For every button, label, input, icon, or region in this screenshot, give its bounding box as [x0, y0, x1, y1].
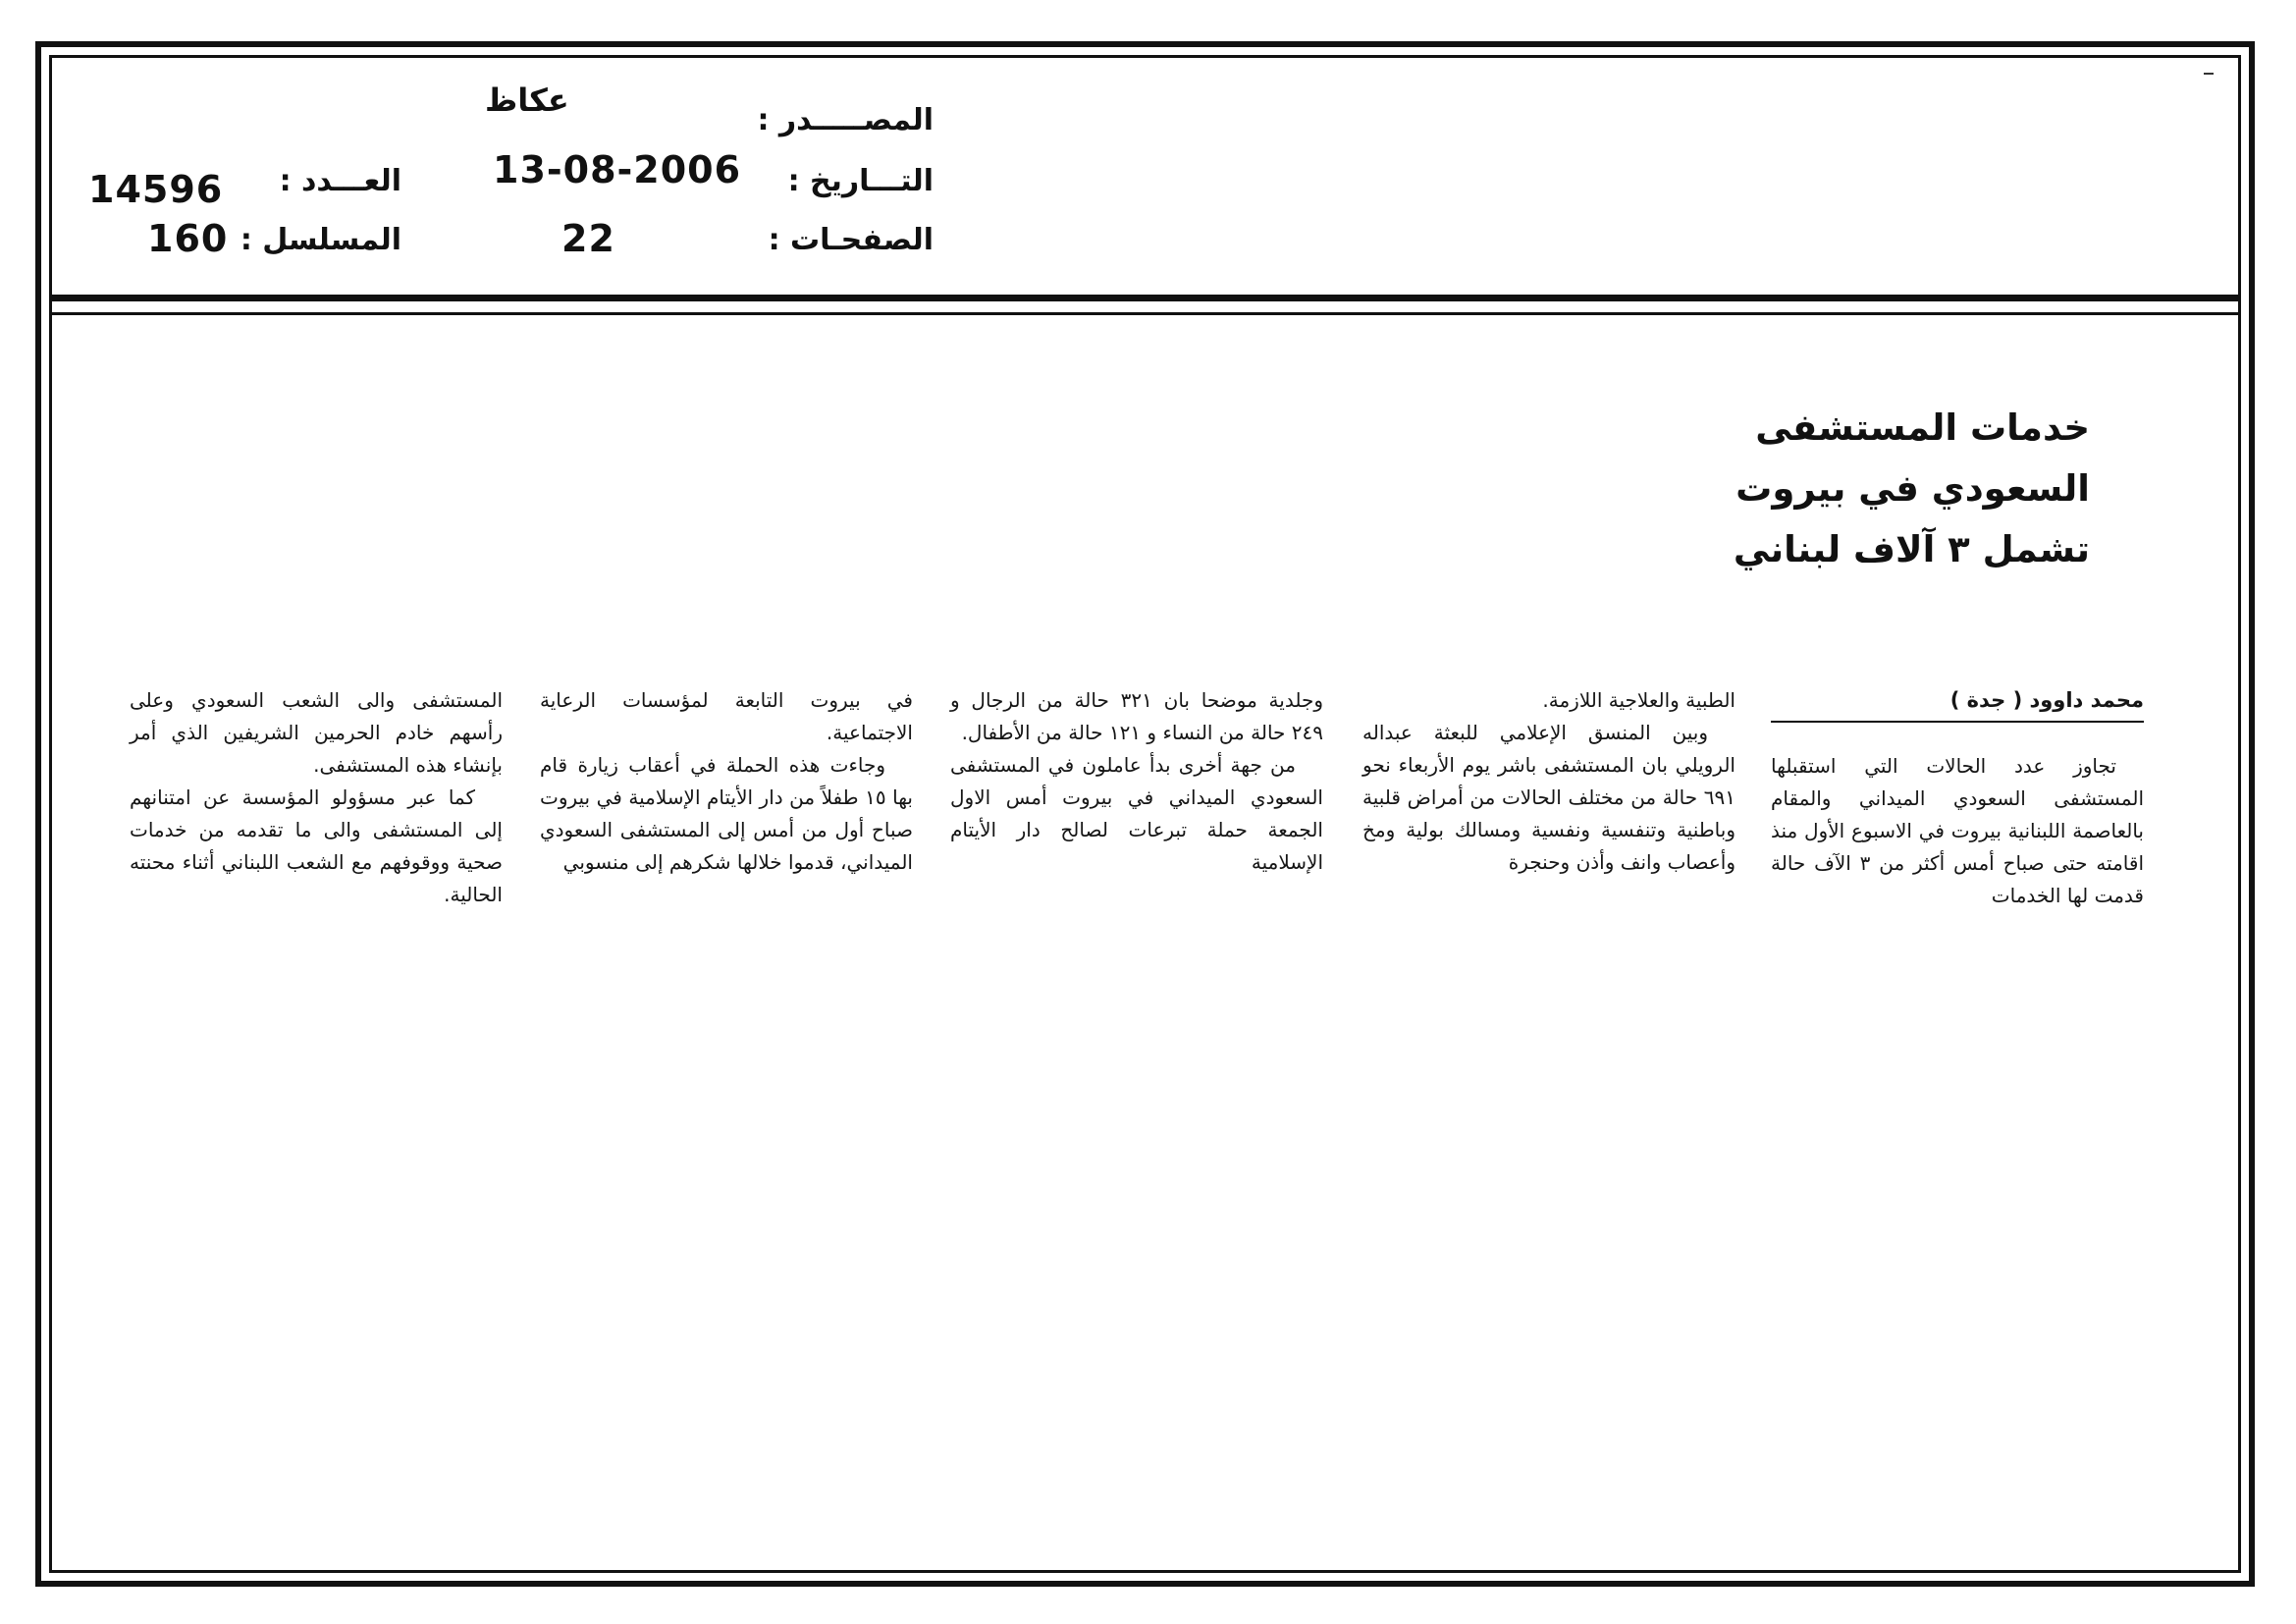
header-divider-thin: [49, 312, 2241, 315]
article-column-3: [950, 684, 1323, 879]
headline-line: السعودي في بيروت: [1735, 467, 2090, 510]
article-column-2: [1362, 684, 1735, 879]
issue-value: 14596: [88, 168, 224, 211]
column-paragraph: في بيروت التابعة لمؤسسات الرعاية الاجتماعية.: [540, 688, 913, 744]
byline: محمد داوود ( جدة ): [1771, 684, 2144, 723]
header-divider-thick: [49, 295, 2241, 301]
date-value: 13-08-2006: [493, 148, 742, 191]
pages-label: الصفحـات :: [768, 223, 934, 257]
column-paragraph: وجلدية موضحا بان ٣٢١ حالة من الرجال و ٢٤٩ حالة من النساء و ١٢١ حالة من الأطفال.: [950, 688, 1323, 744]
serial-label: المسلسل :: [240, 223, 401, 257]
corner-mark: [2204, 73, 2214, 75]
article-column-1: [1771, 684, 2144, 912]
date-label: التـــاريخ :: [787, 164, 934, 198]
column-paragraph: كما عبر مسؤولو المؤسسة عن امتنانهم إلى المستشفى والى ما تقدمه من خدمات صحية ووقوفهم مع الشعب اللبناني أثناء محنته الحالية.: [130, 785, 503, 906]
headline-line: خدمات المستشفى: [1755, 406, 2090, 449]
article-column-4: [540, 684, 913, 879]
column-paragraph: تجاوز عدد الحالات التي استقبلها المستشفى السعودي الميداني والمقام بالعاصمة اللبنانية بيروت في الاسبوع الأول منذ اقامته حتى صباح أمس أكثر من ٣ الآف حالة قدمت لها الخدمات: [1771, 754, 2144, 907]
column-paragraph: وبين المنسق الإعلامي للبعثة عبداله الرويلي بان المستشفى باشر يوم الأربعاء نحو ٦٩١ حالة من مختلف الحالات من أمراض قلبية وباطنية وتنفسية ونفسية ومسالك بولية ومخ وأعصاب وانف وأذن وحنجرة: [1362, 721, 1735, 874]
source-value: عكاظ: [485, 81, 569, 119]
column-paragraph: الطبية والعلاجية اللازمة.: [1542, 688, 1735, 712]
article-headline: [1579, 398, 2090, 580]
article-column-5: [130, 684, 503, 911]
column-paragraph: المستشفى والى الشعب السعودي وعلى رأسهم خادم الحرمين الشريفين الذي أمر بإنشاء هذه المستشفى.: [130, 688, 503, 777]
headline-line: تشمل ٣ آلاف لبناني: [1733, 528, 2090, 570]
pages-value: 22: [561, 217, 615, 260]
issue-label: العـــدد :: [279, 164, 401, 198]
column-paragraph: وجاءت هذه الحملة في أعقاب زيارة قام بها ١٥ طفلاً من دار الأيتام الإسلامية في بيروت صباح أول من أمس إلى المستشفى السعودي الميداني، قدموا خلالها شكرهم إلى منسوبي: [540, 753, 913, 874]
serial-value: 160: [147, 217, 229, 260]
source-label: المصـــــدر :: [757, 103, 934, 137]
column-paragraph: من جهة أخرى بدأ عاملون في المستشفى السعودي الميداني في بيروت أمس الاول الجمعة حملة تبرعات لصالح دار الأيتام الإسلامية: [950, 753, 1323, 874]
